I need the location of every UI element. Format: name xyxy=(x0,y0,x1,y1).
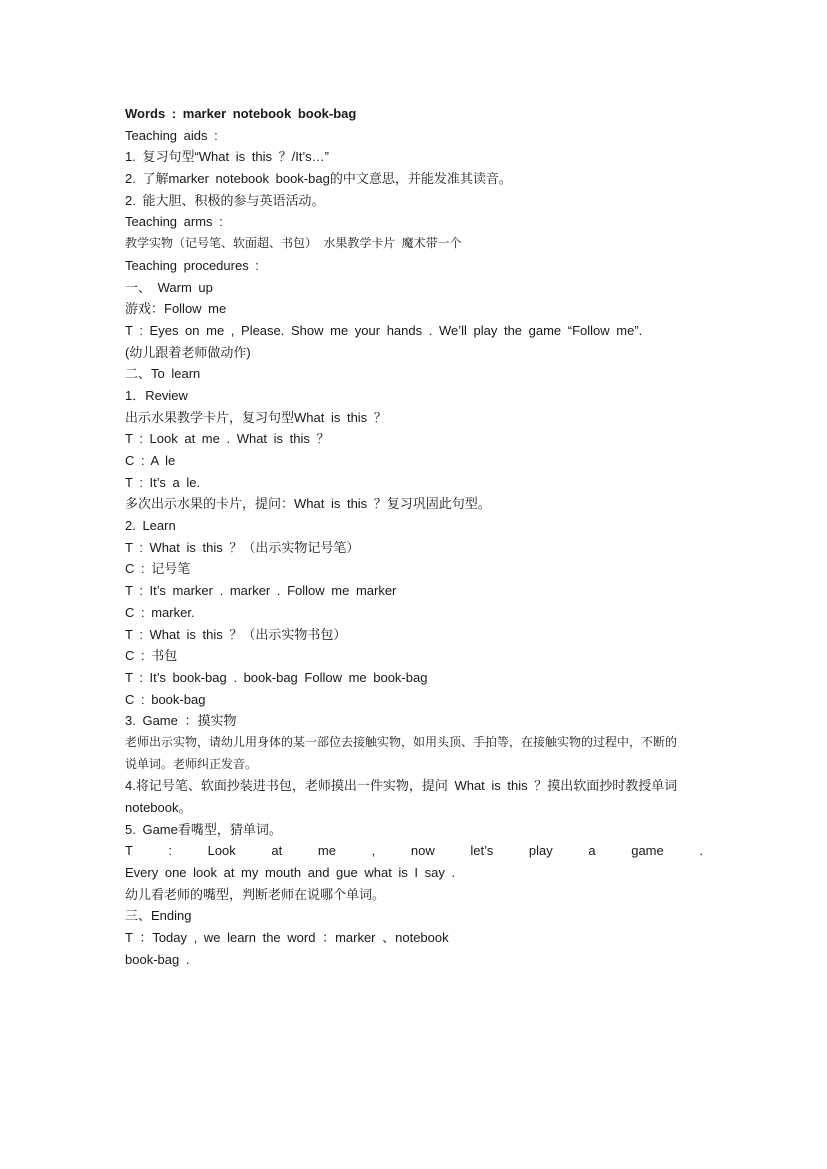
subsection-learn: 2. Learn xyxy=(125,518,176,534)
dialogue-line: T : Look at me , now let’s play a game . xyxy=(125,843,703,859)
dialogue-line: book-bag . xyxy=(125,951,190,967)
teaching-procedures-heading: Teaching procedures : xyxy=(125,257,259,273)
aim-1: 1. 复习句型“What is this ？/It’s…” xyxy=(125,149,329,165)
instruction-line: 出示水果教学卡片，复习句型What is this ？ xyxy=(125,409,387,425)
aim-3: 2. 能大胆、积极的参与英语活动。 xyxy=(125,192,325,208)
dialogue-line: C : 书包 xyxy=(125,648,178,664)
subsection-game-touch: 3. Game ：摸实物 xyxy=(125,713,237,729)
instruction-line: 多次出示水果的卡片，提问：What is this ？复习巩固此句型。 xyxy=(125,496,491,512)
dialogue-line: T : What is this ？（出示实物书包） xyxy=(125,626,347,642)
subsection-review: 1．Review xyxy=(125,387,188,403)
document-page xyxy=(125,103,703,971)
instruction-line: notebook。 xyxy=(125,800,192,815)
dialogue-line: C : marker. xyxy=(125,604,195,620)
aim-2: 2. 了解marker notebook book-bag的中文意思，并能发准其读音。 xyxy=(125,171,512,187)
words-heading: Words : marker notebook book-bag xyxy=(125,106,357,121)
section-to-learn: 二、To learn xyxy=(125,366,201,382)
teaching-arms-heading: Teaching arms : xyxy=(125,214,223,230)
instruction-line: 4.将记号笔、软面抄装进书包，老师摸出一件实物，提问 What is this ？摸出软面抄时教授单词 xyxy=(125,778,678,794)
dialogue-line: T : It’s marker . marker . Follow me marker xyxy=(125,583,397,599)
dialogue-line: T : It’s a le. xyxy=(125,474,201,490)
dialogue-line: T : Eyes on me , Please. Show me your hands . We’ll play the game “Follow me”. xyxy=(125,322,643,338)
section-warm-up: 一、 Warm up xyxy=(125,279,213,295)
materials-list: 教学实物（记号笔、软面超、书包） 水果教学卡片 魔术带一个 xyxy=(125,236,462,251)
dialogue-line: Every one look at my mouth and gue what is I say . xyxy=(125,865,456,881)
game-follow-me: 游戏：Follow me xyxy=(125,301,227,317)
subsection-game-mouth: 5. Game看嘴型，猜单词。 xyxy=(125,821,282,837)
instruction-line: 老师出示实物，请幼儿用身体的某一部位去接触实物，如用头顶、手拍等，在接触实物的过程中，不断的 xyxy=(125,734,678,749)
dialogue-line: C : A le xyxy=(125,453,176,468)
dialogue-line: T : What is this ？（出示实物记号笔） xyxy=(125,539,360,555)
dialogue-line: C : 记号笔 xyxy=(125,561,191,577)
instruction-line: 幼儿看老师的嘴型，判断老师在说哪个单词。 xyxy=(125,886,386,902)
dialogue-line: T : Look at me . What is this ？ xyxy=(125,431,330,447)
instruction-line: 说单词。老师纠正发音。 xyxy=(125,756,258,771)
note-line: (幼儿跟着老师做动作) xyxy=(125,344,251,360)
dialogue-line: T : It’s book-bag . book-bag Follow me book-bag xyxy=(125,669,428,685)
dialogue-line: T ：Today , we learn the word ：marker 、notebook xyxy=(125,930,449,946)
section-ending: 三、Ending xyxy=(125,908,192,924)
dialogue-line: C : book-bag xyxy=(125,691,206,707)
teaching-aids-heading: Teaching aids : xyxy=(125,127,218,143)
